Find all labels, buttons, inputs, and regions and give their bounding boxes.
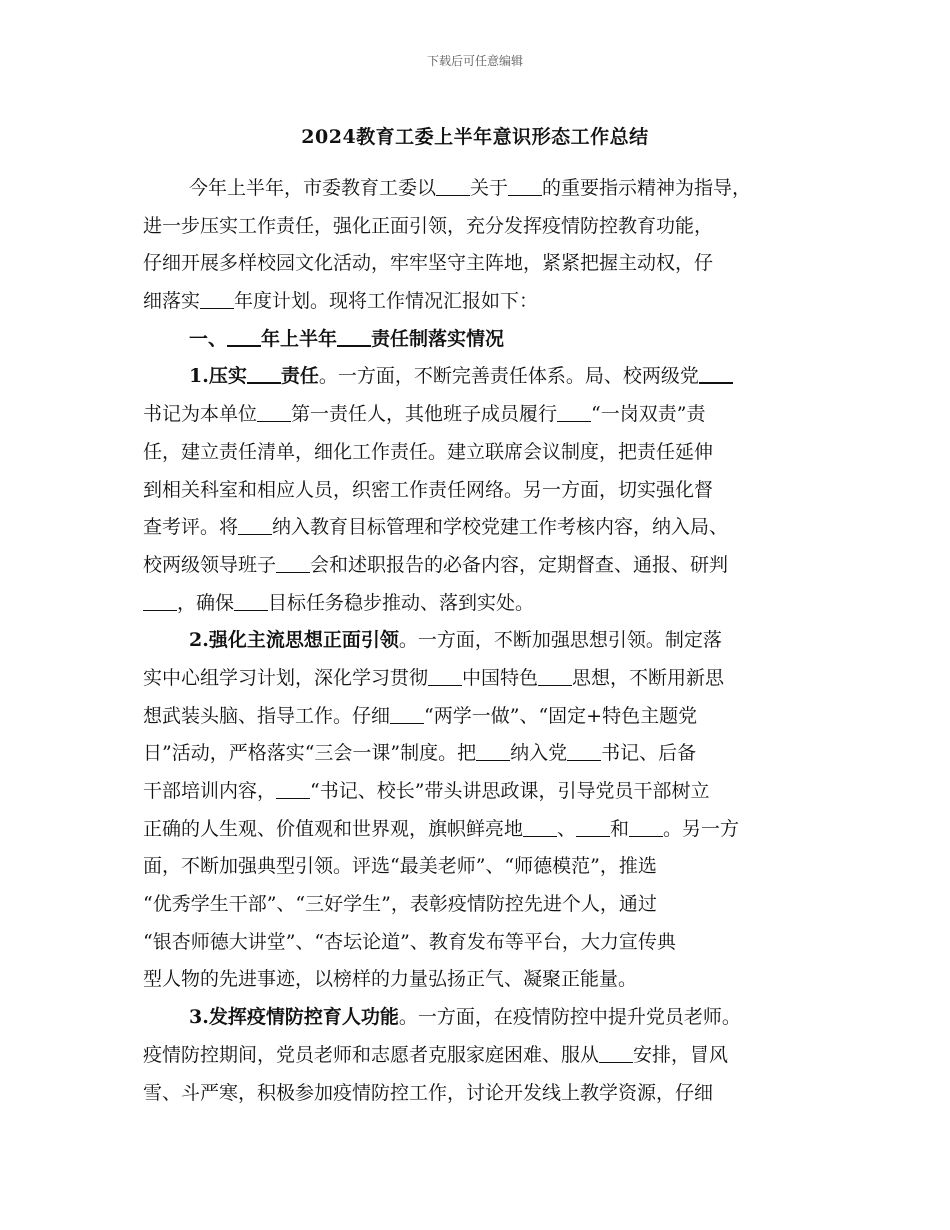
blank-fill-line — [436, 177, 470, 196]
text-run: 雪、斗严寒，积极参加疫情防控工作，讨论开发线上教学资源，仔细 — [143, 1081, 714, 1104]
blank-fill-line — [337, 327, 371, 347]
document-body — [143, 170, 813, 1112]
text-run: 纳入教育目标管理和学校党建工作考核内容，纳入局、 — [272, 516, 729, 539]
text-run: 。一方面，不断完善责任体系。局、校两级党 — [318, 365, 699, 388]
text-line — [143, 1037, 813, 1075]
text-line — [143, 698, 813, 736]
text-run: 年度计划。现将工作情况汇报如下： — [234, 290, 539, 313]
text-run: 一、 — [189, 327, 228, 350]
section-heading — [143, 321, 813, 359]
text-run: 关于 — [470, 177, 509, 199]
page-header: 下载后可任意编辑 — [426, 54, 523, 68]
blank-fill-line — [143, 592, 177, 611]
text-line — [143, 773, 813, 811]
blank-fill-line — [390, 705, 424, 724]
text-line — [143, 660, 813, 698]
text-run: 的重要指示精神为指导， — [542, 177, 752, 199]
text-run: 日”活动，严格落实“三会一课”制度。把 — [143, 742, 477, 765]
text-run: 责任 — [280, 365, 319, 388]
text-run: 、 — [557, 817, 577, 840]
text-run: 年上半年 — [261, 327, 338, 350]
document-title: 2024教育工委上半年意识形态工作总结 — [301, 126, 649, 148]
blank-fill-line — [200, 290, 234, 309]
text-run: 想武装头脑、指导工作。仔细 — [143, 704, 391, 727]
text-run: 疫情防控期间，党员老师和志愿者克服家庭困难、服从 — [143, 1043, 600, 1066]
text-run: 中国特色 — [462, 666, 539, 689]
text-run: “优秀学生干部”、“三好学生”，表彰疫情防控先进个人，通过 — [143, 893, 657, 916]
paragraph-first-line — [143, 170, 813, 208]
text-run: 纳入党 — [510, 742, 568, 765]
blank-fill-line — [557, 403, 591, 422]
text-line — [143, 811, 813, 849]
blank-fill-line — [576, 818, 610, 837]
blank-fill-line — [276, 780, 310, 799]
text-run: 校两级领导班子 — [143, 553, 277, 576]
text-run: 和 — [610, 817, 630, 840]
text-run: 目标任务稳步推动、落到实处。 — [268, 591, 535, 614]
text-line — [143, 924, 813, 962]
blank-fill-line — [476, 742, 510, 761]
text-line — [143, 547, 813, 585]
blank-fill-line — [508, 177, 542, 196]
text-run: 责任制落实情况 — [371, 327, 505, 350]
text-run: 型人物的先进事迹，以榜样的力量弘扬正气、凝聚正能量。 — [143, 968, 638, 991]
text-run: 书记、后备 — [601, 742, 697, 765]
blank-fill-line — [538, 667, 572, 686]
blank-fill-line — [567, 742, 601, 761]
blank-fill-line — [428, 667, 462, 686]
text-line — [143, 245, 813, 283]
text-run: 今年上半年，市委教育工委以 — [189, 177, 437, 199]
text-run: 查考评。将 — [143, 516, 239, 539]
blank-fill-line — [247, 364, 281, 384]
text-run: 安排，冒风 — [633, 1043, 729, 1066]
blank-fill-line — [234, 592, 268, 611]
text-run: 进一步压实工作责任，强化正面引领，充分发挥疫情防控教育功能， — [143, 214, 714, 237]
text-run: 1.压实 — [189, 365, 247, 388]
text-run: “书记、校长”带头讲思政课，引导党员干部树立 — [310, 780, 710, 802]
text-run: 正确的人生观、价值观和世界观，旗帜鲜亮地 — [143, 817, 524, 840]
text-line — [143, 1075, 813, 1113]
text-run: 面，不断加强典型引领。评选“最美老师”、“师德模范”，推选 — [143, 855, 657, 878]
text-line — [143, 396, 813, 434]
paragraph-first-line — [143, 622, 813, 660]
text-line — [143, 472, 813, 510]
text-run: 2.强化主流思想正面引领 — [189, 629, 399, 652]
text-run: 。一方面，在疫情防控中提升党员老师。 — [398, 1006, 741, 1029]
text-run: 。一方面，不断加强思想引领。制定落 — [398, 629, 722, 652]
text-run: 思想，不断用新思 — [572, 666, 725, 689]
text-run: 会和述职报告的必备内容，定期督查、通报、研判 — [310, 553, 729, 576]
text-run: 细落实 — [143, 290, 201, 313]
blank-fill-line — [629, 818, 663, 837]
text-run: 第一责任人，其他班子成员履行 — [291, 403, 558, 426]
text-run: “一岗双责”责 — [591, 403, 706, 426]
text-run: 书记为本单位 — [143, 403, 258, 426]
text-run: 。另一方 — [663, 817, 740, 840]
blank-fill-line — [238, 516, 272, 535]
paragraph-first-line — [143, 358, 813, 396]
text-run: “两学一做”、“固定+特色主题党 — [424, 704, 698, 727]
text-run: 3.发挥疫情防控育人功能 — [189, 1006, 399, 1029]
text-line — [143, 585, 813, 623]
blank-fill-line — [523, 818, 557, 837]
blank-fill-line — [257, 403, 291, 422]
text-line — [143, 283, 813, 321]
text-line — [143, 434, 813, 472]
text-line — [143, 886, 813, 924]
text-run: ，确保 — [177, 591, 235, 614]
text-run: 干部培训内容， — [143, 780, 277, 802]
text-run: 到相关科室和相应人员，织密工作责任网络。另一方面，切实强化督 — [143, 478, 714, 501]
text-run: 任，建立责任清单，细化工作责任。建立联席会议制度，把责任延伸 — [143, 440, 714, 463]
blank-fill-line — [276, 554, 310, 573]
text-line — [143, 961, 813, 999]
paragraph-first-line — [143, 999, 813, 1037]
text-run: “银杏师德大讲堂”、“杏坛论道”、教育发布等平台，大力宣传典 — [143, 930, 676, 953]
text-run: 实中心组学习计划，深化学习贯彻 — [143, 666, 429, 689]
text-line — [143, 509, 813, 547]
blank-fill-line — [599, 1044, 633, 1063]
text-run: 仔细开展多样校园文化活动，牢牢坚守主阵地，紧紧把握主动权，仔 — [143, 252, 714, 275]
text-line — [143, 848, 813, 886]
blank-fill-line — [699, 364, 733, 384]
text-line — [143, 208, 813, 246]
blank-fill-line — [227, 327, 261, 347]
text-line — [143, 735, 813, 773]
